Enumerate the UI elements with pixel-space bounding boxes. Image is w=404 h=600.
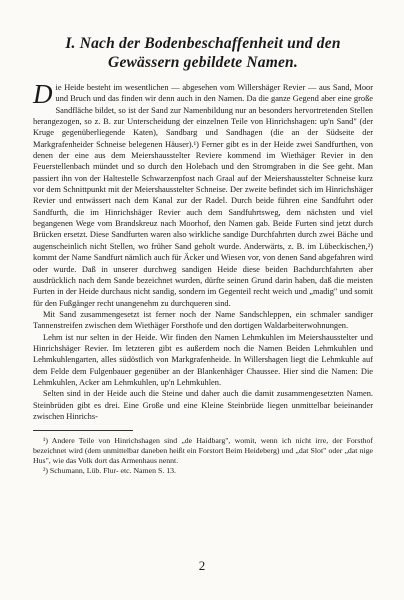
chapter-heading: I. Nach der Bodenbeschaffenheit und den Gewässern gebildete Namen. xyxy=(65,35,341,71)
footnote-2: ²) Schumann, Lüb. Flur- etc. Namen S. 13. xyxy=(43,466,176,476)
footnote-divider xyxy=(33,430,133,431)
drop-cap: D xyxy=(33,79,53,109)
paragraph-1 xyxy=(33,79,373,309)
page-number: 2 xyxy=(198,558,206,573)
footnotes xyxy=(33,436,373,476)
page xyxy=(33,34,373,476)
paragraph-2: Mit Sand zusammengesetzt ist ferner noch der Name Sandschleppen, ein schmaler sandiger Tannenstreifen zwischen dem Wiethäger Forsthofe und den dortigen Waldarbeiterwohnungen. xyxy=(33,309,373,331)
paragraph-4: Selten sind in der Heide auch die Steine und daher auch die damit zusammengesetzten Namen. Steinbrüden gibt es drei. Eine Große und eine Kleine Steinbrüde liegen unmittelbar beieinander zwischen Hinrichs- xyxy=(33,389,373,421)
body-text xyxy=(33,79,373,422)
footnote-1: ¹) Andere Teile von Hinrichshagen sind „de Haidbarg", womit, wenn ich nicht irre, der Forsthof bezeichnet wird (dem unmittelbar daneben heißt ein Forstort Beim Heideberg) und „dat Slot" oder „dat nige Hus", wie das Volk dort das Armenhaus nennt. xyxy=(33,436,373,466)
paragraph-3: Lehm ist nur selten in der Heide. Wir finden den Namen Lehmkuhlen im Meiershausstelter und Hinrichshäger Revier. Im letzteren gibt es außerdem noch die Namen Beiden Lehmkuhlen und Lehmkuhlengarten, alles südöstlich von Markgrafenheide. In Willershagen liegt die Lehmkuhle auf dem Felde dem Fulgenbauer gegenüber an der Blankenhäger Chaussee. Hier sind die Namen: Die Lehmkuhlen, Acker am Lehmkuhlen, up'n Lehmkuhlen. xyxy=(33,332,373,387)
paragraph-1-text: ie Heide besteht im wesentlichen — abgesehen vom Willershäger Revier — aus Sand, Moor und Bruch und das finden wir denn auch in den Namen. Da die ganze Gegend aber eine große Sandfläche bildet, so ist der Sand zur Namenbildung nur an besonders hervortretenden Stellen herangezogen, so z. B. zur Unterscheidung der einzelnen Teile von Hinrichshagen: up'n Sand" (der Kruge gegenüberliegende Katen), Sandbarg und Sandhagen (die an der Südseite der Markgrafenheider Schneise belegenen Häuser).¹) Ferner gibt es in der Heide zwei Sandfurthen, von denen der eine aus dem Meiershausstelter Reviere kommend im Wiethäger Revier in den Feuerstellenbach mündet und so durch den Holebach und den Stromgraben in die See geht. Man passiert ihn von der Haltestelle Schwarzenpfost nach Graal auf der Meiershausstelter Schneise kurz vor dem Schnittpunkt mit der Meiershausstelter Schneise. Der zweite befindet sich im Hinrichshäger Revier und entwässert nach dem Kanal zur der Radel. Durch beide führen eine Sandfuhrt oder Sandfurth, die im Hinrichshäger Revier auch dem Sandfuhrtsweg, dem nächsten und viel begangenen Wege vom Brandskreuz nach Moorhof, den Namen gab. Beide Furten sind jetzt durch Brücken ersetzt. Diese Sandfurten waren also wirkliche sandige Durchfahrten durch zwei Bäche und augenscheinlich nicht Stellen, wo früher Sand geholt wurde. Anderwärts, z. B. im Lübeckischen,²) kommt der Name Sandfurt nämlich auch für Äcker und Wiesen vor, von denen Sand abgefahren wird oder wurde. Daß in unserer durchweg sandigen Heide diese beiden Bachdurchfahrten aber ausdrücklich nach dem Sande bezeichnet wurden, dürfte seinen Grund darin haben, daß die meisten Furten in der Heide durchaus nicht sandig, sondern im Gegenteil recht weich und „madig" und somit für den Fußgänger recht unangenehm zu durchqueren sind. xyxy=(33,83,373,308)
